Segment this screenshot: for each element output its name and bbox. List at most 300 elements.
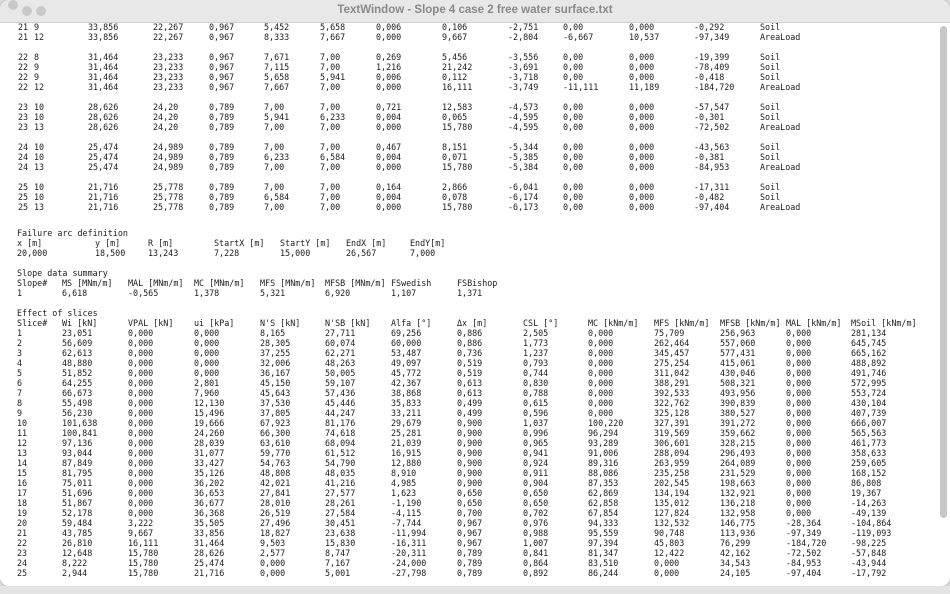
slice-row-cell: 43,785 <box>62 528 93 538</box>
slice-row-cell: 35,833 <box>391 398 422 408</box>
slice-row-cell: 48,263 <box>325 358 356 368</box>
slice-row-cell: 0,000 <box>588 398 614 408</box>
interslice-row <box>0 182 938 192</box>
slice-row-cell: 5,001 <box>325 568 351 578</box>
interslice-row-cell: 0,00 <box>563 52 584 62</box>
slices-header <box>0 318 938 328</box>
interslice-row-cell: AreaLoad <box>760 82 801 92</box>
slice-row-cell: 508,321 <box>720 378 756 388</box>
vertical-scrollbar[interactable] <box>940 26 947 518</box>
interslice-row-cell: 6,584 <box>264 192 290 202</box>
interslice-row-cell: 24,989 <box>153 152 184 162</box>
slice-row <box>0 438 938 448</box>
interslice-row-cell: 25 <box>18 192 29 202</box>
slice-row-cell: 296,493 <box>720 448 756 458</box>
slice-row-cell: 15 <box>17 468 28 478</box>
interslice-row-cell: 0,000 <box>629 112 655 122</box>
slice-row-cell: 132,958 <box>720 508 756 518</box>
interslice-row-cell: -0,418 <box>694 72 725 82</box>
title-bar[interactable] <box>0 0 950 23</box>
slice-row-cell: 3,222 <box>128 518 154 528</box>
slice-row-cell: 15,780 <box>128 568 159 578</box>
interslice-row-cell: 0,967 <box>209 52 235 62</box>
slice-row-cell: 113,936 <box>720 528 756 538</box>
failure-arc-header-cell: EndX [m] <box>346 238 387 248</box>
slice-row-cell: 0,900 <box>457 478 483 488</box>
slice-row-cell: 0,000 <box>786 428 812 438</box>
interslice-row-cell: 0,789 <box>209 192 235 202</box>
slice-row-cell: 37,255 <box>260 348 291 358</box>
interslice-row-cell: -0,482 <box>694 192 725 202</box>
interslice-row-cell: 0,000 <box>629 142 655 152</box>
slice-row-cell: 51,867 <box>62 498 93 508</box>
slice-row-cell: 0,000 <box>128 438 154 448</box>
slice-row-cell: 2,944 <box>62 568 88 578</box>
slice-row-cell: 7,167 <box>325 558 351 568</box>
slice-row-cell: 64,255 <box>62 378 93 388</box>
failure-arc-header-cell: R [m] <box>148 238 174 248</box>
slice-row-cell: 93,289 <box>588 438 619 448</box>
slice-row-cell: 0,744 <box>523 368 549 378</box>
slice-row-cell: 51,852 <box>62 368 93 378</box>
interslice-row-cell: -17,311 <box>694 182 730 192</box>
slice-row-cell: 263,959 <box>654 458 690 468</box>
slice-row <box>0 568 938 578</box>
interslice-row-cell: 10 <box>34 142 45 152</box>
interslice-row-cell: 15,780 <box>442 202 473 212</box>
slice-row-cell: 430,104 <box>851 398 887 408</box>
slice-row-cell: 8 <box>17 398 23 408</box>
interslice-row-cell: 6,584 <box>320 152 346 162</box>
slice-row-cell: 67,923 <box>260 418 291 428</box>
failure-arc-header <box>0 238 938 248</box>
slice-row-cell: 11 <box>17 428 28 438</box>
interslice-row-cell: 0,000 <box>376 82 402 92</box>
slice-row-cell: 91,006 <box>588 448 619 458</box>
interslice-row-cell: 0,269 <box>376 52 402 62</box>
slice-row-cell: -84,953 <box>786 558 822 568</box>
slice-row-cell: 322,762 <box>654 398 690 408</box>
slice-row-cell: 2,801 <box>194 378 220 388</box>
interslice-row-cell: 10 <box>34 112 45 122</box>
slice-row-cell: 0,000 <box>786 378 812 388</box>
interslice-row-cell: 0,006 <box>376 72 402 82</box>
slope-summary-values-cell: 5,321 <box>260 288 286 298</box>
interslice-row-cell: 25,778 <box>153 192 184 202</box>
interslice-row-cell: -6,667 <box>563 32 594 42</box>
interslice-row-cell: -19,399 <box>694 52 730 62</box>
slice-row-cell: 0,700 <box>457 508 483 518</box>
interslice-row-cell: 7,00 <box>264 202 285 212</box>
slice-row-cell: 100,841 <box>62 428 98 438</box>
slices-header-cell: N'S [kN] <box>260 318 301 328</box>
slice-row-cell: 135,012 <box>654 498 690 508</box>
interslice-row-cell: 7,00 <box>264 122 285 132</box>
interslice-row-cell: 22,267 <box>153 32 184 42</box>
slice-row-cell: 36,368 <box>194 508 225 518</box>
interslice-row-cell: 7,00 <box>264 102 285 112</box>
slice-row-cell: 36,653 <box>194 488 225 498</box>
slice-row-cell: 8,222 <box>62 558 88 568</box>
interslice-row-cell: -3,691 <box>508 62 539 72</box>
slice-row-cell: 19,367 <box>851 488 882 498</box>
interslice-row-cell: 22 <box>18 52 29 62</box>
slice-row-cell: 1 <box>17 328 23 338</box>
interslice-row-cell: 5,658 <box>320 22 346 32</box>
interslice-row-cell: 5,456 <box>442 52 468 62</box>
slices-header-cell: VPAL [kN] <box>128 318 174 328</box>
slice-row <box>0 338 938 348</box>
slice-row-cell: 90,748 <box>654 528 685 538</box>
interslice-row-cell: 0,00 <box>563 192 584 202</box>
slice-row-cell: 275,254 <box>654 358 690 368</box>
slice-row <box>0 538 938 548</box>
interslice-row-cell: 8 <box>34 52 40 62</box>
interslice-row <box>0 82 938 92</box>
slice-row-cell: 0,988 <box>523 528 549 538</box>
interslice-row-cell: -3,556 <box>508 52 539 62</box>
interslice-row-cell: 24,20 <box>153 112 179 122</box>
slice-row-cell: 15,496 <box>194 408 225 418</box>
interslice-row-cell: Soil <box>760 182 781 192</box>
slice-row-cell: 28,626 <box>194 548 225 558</box>
slice-row-cell: -1,190 <box>391 498 422 508</box>
interslice-row-cell: -97,349 <box>694 32 730 42</box>
interslice-row-cell: 7,115 <box>264 62 290 72</box>
slice-row-cell: 57,436 <box>325 388 356 398</box>
slice-row-cell: 21,039 <box>391 438 422 448</box>
slice-row <box>0 558 938 568</box>
interslice-row <box>0 72 938 82</box>
slice-row-cell: 127,824 <box>654 508 690 518</box>
slice-row-cell: 35,505 <box>194 518 225 528</box>
interslice-row-cell: 0,00 <box>563 182 584 192</box>
slice-row-cell: 53,487 <box>391 348 422 358</box>
slope-summary-values-cell: 6,618 <box>62 288 88 298</box>
interslice-row-cell: 7,00 <box>320 82 341 92</box>
slice-row-cell: 0,000 <box>588 408 614 418</box>
slice-row-cell: 288,094 <box>654 448 690 458</box>
slice-row-cell: 68,094 <box>325 438 356 448</box>
slice-row-cell: 37,805 <box>260 408 291 418</box>
slice-row-cell: 34,543 <box>720 558 751 568</box>
interslice-row-cell: 28,626 <box>88 102 119 112</box>
interslice-row-cell: -5,384 <box>508 162 539 172</box>
slice-row-cell: 18 <box>17 498 28 508</box>
slice-row-cell: 0,702 <box>523 508 549 518</box>
slice-row <box>0 468 938 478</box>
slice-row-cell: 69,256 <box>391 328 422 338</box>
slice-row-cell: 0,000 <box>128 468 154 478</box>
slice-row-cell: 5 <box>17 368 23 378</box>
interslice-row-cell: 7,00 <box>264 142 285 152</box>
interslice-row-cell: 7,00 <box>320 162 341 172</box>
slice-row-cell: 54,763 <box>260 458 291 468</box>
slice-row-cell: 0,841 <box>523 548 549 558</box>
slice-row-cell: 12,130 <box>194 398 225 408</box>
slope-summary-header-cell: MFSB [MNm/m] <box>325 278 386 288</box>
slice-row-cell: 0,613 <box>457 378 483 388</box>
slice-row-cell: 28,039 <box>194 438 225 448</box>
slice-row-cell: 0,000 <box>786 368 812 378</box>
slice-row-cell: -97,349 <box>786 528 822 538</box>
slice-row-cell: 235,258 <box>654 468 690 478</box>
slice-row-cell: 0,000 <box>588 388 614 398</box>
interslice-row-cell: 7,00 <box>320 52 341 62</box>
interslice-row-cell: 15,780 <box>442 122 473 132</box>
interslice-row-cell: 0,000 <box>629 62 655 72</box>
slice-row-cell: 0,788 <box>523 388 549 398</box>
slice-row <box>0 398 938 408</box>
slices-header-cell: Wi [kN] <box>62 318 98 328</box>
interslice-row-cell: 0,967 <box>209 22 235 32</box>
text-content[interactable] <box>0 22 938 586</box>
slice-row-cell: 37,530 <box>260 398 291 408</box>
slice-row-cell: 23,638 <box>325 528 356 538</box>
slice-row-cell: 7 <box>17 388 23 398</box>
slice-row-cell: 0,000 <box>194 368 220 378</box>
slice-row-cell: 24,105 <box>720 568 751 578</box>
slope-summary-values-cell: 1,371 <box>457 288 483 298</box>
interslice-row-cell: 31,464 <box>88 82 119 92</box>
slice-row-cell: 42,367 <box>391 378 422 388</box>
slice-row-cell: 0,000 <box>654 558 680 568</box>
slice-row <box>0 528 938 538</box>
interslice-row-cell: 7,00 <box>320 192 341 202</box>
slice-row-cell: 0,736 <box>457 348 483 358</box>
slice-row-cell: 49,097 <box>391 358 422 368</box>
interslice-row-cell: 8,333 <box>264 32 290 42</box>
slice-row-cell: 1,623 <box>391 488 417 498</box>
failure-arc-heading-text: Failure arc definition <box>17 228 128 238</box>
slice-row <box>0 408 938 418</box>
interslice-row-cell: 25,474 <box>88 162 119 172</box>
slice-row-cell: 81,347 <box>588 548 619 558</box>
slice-row-cell: 262,464 <box>654 338 690 348</box>
slice-row-cell: -14,263 <box>851 498 887 508</box>
slice-row-cell: 59,107 <box>325 378 356 388</box>
slice-row-cell: 0,000 <box>786 468 812 478</box>
slice-row-cell: 1,773 <box>523 338 549 348</box>
interslice-row-cell: 7,00 <box>320 62 341 72</box>
interslice-row-cell: 0,004 <box>376 112 402 122</box>
interslice-row-cell: 24 <box>18 162 29 172</box>
slice-row-cell: 0,000 <box>128 388 154 398</box>
interslice-row-cell: -2,804 <box>508 32 539 42</box>
slice-row-cell: 16,915 <box>391 448 422 458</box>
slope-summary-values-cell: -0,565 <box>128 288 159 298</box>
slice-row-cell: 0,519 <box>457 358 483 368</box>
slope-summary-values-cell: 6,920 <box>325 288 351 298</box>
slice-row <box>0 478 938 488</box>
interslice-row-cell: 10 <box>34 102 45 112</box>
slice-row-cell: 19 <box>17 508 28 518</box>
slice-row-cell: -27,798 <box>391 568 427 578</box>
slice-row-cell: 42,021 <box>260 478 291 488</box>
failure-arc-header-cell: EndY[m] <box>410 238 446 248</box>
slice-row-cell: 9,667 <box>128 528 154 538</box>
slice-row-cell: -57,848 <box>851 548 887 558</box>
slice-row-cell: 0,650 <box>523 488 549 498</box>
interslice-row-cell: 0,00 <box>563 102 584 112</box>
slice-row-cell: 26,810 <box>62 538 93 548</box>
slice-row-cell: 0,000 <box>786 478 812 488</box>
slice-row-cell: 38,868 <box>391 388 422 398</box>
slice-row-cell: 0,886 <box>457 338 483 348</box>
slice-row-cell: 392,533 <box>654 388 690 398</box>
slice-row-cell: 81,795 <box>62 468 93 478</box>
slice-row-cell: 0,000 <box>786 358 812 368</box>
slice-row-cell: 0,000 <box>786 348 812 358</box>
interslice-row-cell: 0,789 <box>209 102 235 112</box>
slope-summary-header-cell: FSwedish <box>391 278 432 288</box>
slice-row-cell: 15,780 <box>128 548 159 558</box>
slice-row-cell: 0,000 <box>128 358 154 368</box>
interslice-row-cell: 23 <box>18 112 29 122</box>
slice-row-cell: 0,000 <box>128 378 154 388</box>
slope-summary-values-cell: 1,378 <box>194 288 220 298</box>
interslice-row-cell: 12,583 <box>442 102 473 112</box>
interslice-row-cell: 0,000 <box>629 102 655 112</box>
slice-row-cell: 60,000 <box>391 338 422 348</box>
slice-row-cell: 28,261 <box>325 498 356 508</box>
slice-row-cell: 0,996 <box>523 428 549 438</box>
interslice-row-cell: 8,151 <box>442 142 468 152</box>
slice-row-cell: 29,679 <box>391 418 422 428</box>
slice-row-cell: 325,128 <box>654 408 690 418</box>
slice-row-cell: 388,291 <box>654 378 690 388</box>
slice-row-cell: 0,967 <box>457 518 483 528</box>
slice-row-cell: 565,563 <box>851 428 887 438</box>
slice-row-cell: 168,152 <box>851 468 887 478</box>
slice-row-cell: 0,830 <box>523 378 549 388</box>
slice-row-cell: 0,900 <box>457 418 483 428</box>
interslice-row-cell: 12 <box>34 82 45 92</box>
failure-arc-values-cell: 7,000 <box>410 248 436 258</box>
slice-row-cell: 6 <box>17 378 23 388</box>
slices-header-cell: N'SB [kN] <box>325 318 371 328</box>
slice-row-cell: 30,451 <box>325 518 356 528</box>
slice-row-cell: 0,941 <box>523 448 549 458</box>
slice-row-cell: -43,944 <box>851 558 887 568</box>
slices-header-cell: MC [kNm/m] <box>588 318 639 328</box>
slice-row-cell: 62,271 <box>325 348 356 358</box>
slice-row-cell: 306,601 <box>654 438 690 448</box>
slice-row-cell: 4,985 <box>391 478 417 488</box>
slice-row-cell: 0,967 <box>457 538 483 548</box>
slice-row-cell: 31,077 <box>194 448 225 458</box>
slope-summary-header-cell: MC [MNm/m] <box>194 278 245 288</box>
slice-row-cell: 24,260 <box>194 428 225 438</box>
slice-row-cell: 48,035 <box>325 468 356 478</box>
slice-row-cell: 0,000 <box>128 408 154 418</box>
slice-row-cell: 134,194 <box>654 488 690 498</box>
interslice-row-cell: 0,967 <box>209 32 235 42</box>
slice-row-cell: 0,000 <box>128 368 154 378</box>
interslice-row-cell: 0,000 <box>629 162 655 172</box>
interslice-row-cell: 7,667 <box>320 32 346 42</box>
slice-row-cell: 60,074 <box>325 338 356 348</box>
slice-row-cell: -11,994 <box>391 528 427 538</box>
slice-row-cell: 0,793 <box>523 358 549 368</box>
interslice-row-cell: 24 <box>18 152 29 162</box>
interslice-row-cell: -3,749 <box>508 82 539 92</box>
slice-row-cell: 0,000 <box>786 448 812 458</box>
slice-row <box>0 518 938 528</box>
interslice-row-cell: 6,233 <box>320 112 346 122</box>
slice-row-cell: 42,162 <box>720 548 751 558</box>
interslice-row <box>0 102 938 112</box>
slice-row-cell: 358,633 <box>851 448 887 458</box>
interslice-row-cell: 33,856 <box>88 22 119 32</box>
slice-row-cell: 12 <box>17 438 28 448</box>
slice-row-cell: 311,042 <box>654 368 690 378</box>
slice-row-cell: 461,773 <box>851 438 887 448</box>
slice-row-cell: 59,770 <box>260 448 291 458</box>
slice-row-cell: 50,005 <box>325 368 356 378</box>
slice-row-cell: 0,965 <box>523 438 549 448</box>
slice-row-cell: 645,745 <box>851 338 887 348</box>
interslice-row-cell: 23 <box>18 102 29 112</box>
slice-row-cell: -98,225 <box>851 538 887 548</box>
slope-summary-header-cell: MFS [MNm/m] <box>260 278 316 288</box>
interslice-row-cell: 0,164 <box>376 182 402 192</box>
interslice-row-cell: Soil <box>760 22 781 32</box>
slice-row-cell: 0,000 <box>128 498 154 508</box>
slice-row-cell: 26,519 <box>260 508 291 518</box>
interslice-row-cell: -11,111 <box>563 82 599 92</box>
interslice-row-cell: 0,078 <box>442 192 468 202</box>
slice-row-cell: 27,577 <box>325 488 356 498</box>
interslice-row-cell: 21 <box>18 22 29 32</box>
interslice-row-cell: 25,474 <box>88 142 119 152</box>
interslice-row-cell: 6,233 <box>264 152 290 162</box>
interslice-row-cell: 22 <box>18 82 29 92</box>
slice-row-cell: 1,007 <box>523 538 549 548</box>
slice-row-cell: -49,139 <box>851 508 887 518</box>
interslice-row-cell: 0,004 <box>376 192 402 202</box>
slice-row-cell: 66,673 <box>62 388 93 398</box>
slice-row-cell: 36,677 <box>194 498 225 508</box>
interslice-row-cell: 31,464 <box>88 62 119 72</box>
interslice-row-cell: 0,000 <box>629 22 655 32</box>
slice-row-cell: 61,512 <box>325 448 356 458</box>
interslice-row-cell: -5,385 <box>508 152 539 162</box>
interslice-row-cell: Soil <box>760 192 781 202</box>
interslice-row-cell: 7,00 <box>264 162 285 172</box>
interslice-row-cell: 7,00 <box>320 122 341 132</box>
slice-row-cell: 33,856 <box>194 528 225 538</box>
interslice-row-cell: AreaLoad <box>760 162 801 172</box>
slice-row-cell: 3 <box>17 348 23 358</box>
slice-row-cell: 81,176 <box>325 418 356 428</box>
interslice-row-cell: 0,967 <box>209 82 235 92</box>
interslice-row-cell: 0,789 <box>209 112 235 122</box>
slice-row-cell: 97,136 <box>62 438 93 448</box>
slice-row-cell: 0,900 <box>457 458 483 468</box>
interslice-row-cell: 22,267 <box>153 22 184 32</box>
slice-row-cell: 0,000 <box>128 418 154 428</box>
interslice-row-cell: 0,112 <box>442 72 468 82</box>
failure-arc-header-cell: StartY [m] <box>280 238 331 248</box>
interslice-row-cell: 21,242 <box>442 62 473 72</box>
interslice-row-cell: Soil <box>760 112 781 122</box>
interslice-row <box>0 192 938 202</box>
slice-row-cell: 51,696 <box>62 488 93 498</box>
interslice-row-cell: 13 <box>34 122 45 132</box>
slice-row-cell: 94,333 <box>588 518 619 528</box>
interslice-row-cell: 0,000 <box>629 52 655 62</box>
